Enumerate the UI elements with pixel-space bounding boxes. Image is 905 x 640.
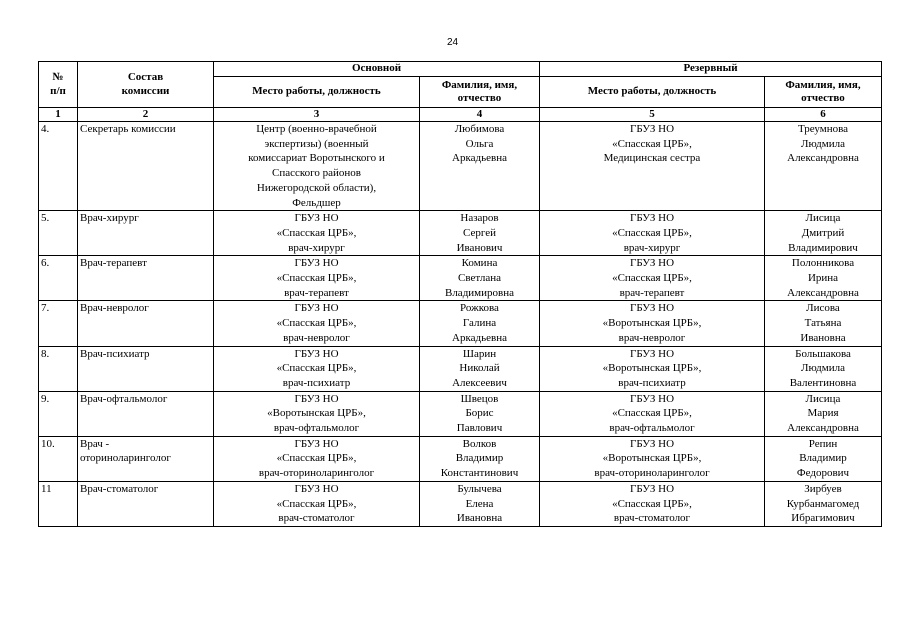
reserve-fullname <box>765 346 882 391</box>
header-main-fullname-line2: отчество <box>457 92 502 104</box>
main-fullname <box>420 301 540 346</box>
header-reserve-fullname <box>765 77 882 108</box>
main-fullname-line: Аркадьевна <box>452 331 507 344</box>
reserve-workplace <box>540 346 765 391</box>
reserve-fullname-line: Лисова <box>806 302 840 315</box>
reserve-workplace-line: врач-оториноларинголог <box>594 467 710 480</box>
reserve-workplace <box>540 481 765 526</box>
commission-role-line: Врач-терапевт <box>80 257 147 270</box>
main-workplace-line: Нижегородской области), <box>256 181 377 194</box>
main-fullname-line: Галина <box>462 317 497 330</box>
main-fullname-line: Елена <box>465 497 494 510</box>
commission-role <box>78 436 214 481</box>
page-number: 24 <box>446 37 459 48</box>
reserve-fullname-line: Людмила <box>801 137 845 150</box>
row-number: 10. <box>39 436 78 481</box>
main-workplace-line: «Спасская ЦРБ», <box>276 226 357 239</box>
main-workplace-line: врач-оториноларинголог <box>258 467 375 480</box>
main-workplace-line: врач-невролог <box>283 331 350 344</box>
reserve-workplace-line: ГБУЗ НО <box>629 437 675 450</box>
header-composition <box>78 62 214 108</box>
reserve-workplace-line: «Воротынская ЦРБ», <box>602 362 702 375</box>
commission-role-line: оториноларинголог <box>80 452 171 465</box>
reserve-fullname-line: Ивановна <box>800 331 846 344</box>
row-number: 5. <box>39 211 78 256</box>
header-number <box>39 62 78 108</box>
reserve-workplace-line: ГБУЗ НО <box>629 123 675 135</box>
reserve-fullname-line: Полонникова <box>791 257 855 270</box>
commission-role <box>78 122 214 211</box>
main-workplace <box>214 481 420 526</box>
reserve-fullname <box>765 256 882 301</box>
reserve-fullname-line: Репин <box>808 437 838 450</box>
header-main-fullname <box>420 77 540 108</box>
column-number: 3 <box>214 108 420 122</box>
commission-role-line: Врач-психиатр <box>80 347 150 360</box>
commission-role <box>78 481 214 526</box>
main-fullname-line: Светлана <box>457 272 502 285</box>
header-reserve-workplace: Место работы, должность <box>540 77 765 108</box>
main-workplace <box>214 391 420 436</box>
main-workplace <box>214 346 420 391</box>
header-main-workplace: Место работы, должность <box>214 77 420 108</box>
reserve-workplace <box>540 256 765 301</box>
main-workplace-line: ГБУЗ НО <box>294 212 339 225</box>
main-workplace-line: экспертизы) (военный <box>264 137 369 150</box>
table-row <box>39 346 882 391</box>
table-row <box>39 211 882 256</box>
reserve-workplace-line: «Спасская ЦРБ», <box>612 226 692 239</box>
table-row <box>39 391 882 436</box>
reserve-fullname-line: Лисица <box>805 392 841 405</box>
reserve-fullname-line: Валентиновна <box>789 376 857 389</box>
main-fullname-line: Аркадьевна <box>452 152 507 165</box>
reserve-workplace-line: врач-офтальмолог <box>609 422 695 435</box>
header-composition-line1: Состав <box>127 71 164 83</box>
reserve-workplace-line: ГБУЗ НО <box>629 212 675 225</box>
table-row <box>39 122 882 211</box>
row-number: 7. <box>39 301 78 346</box>
reserve-fullname <box>765 301 882 346</box>
main-fullname-line: Иванович <box>456 241 503 254</box>
header-composition-line2: комиссии <box>121 84 170 97</box>
reserve-fullname <box>765 122 882 211</box>
table-row <box>39 256 882 301</box>
main-fullname-line: Николай <box>459 362 500 375</box>
main-fullname-line: Владимировна <box>444 286 514 299</box>
commission-role-line: Секретарь комиссии <box>80 123 176 135</box>
reserve-workplace-line: «Воротынская ЦРБ», <box>602 452 702 465</box>
header-reserve-fullname-line1: Фамилия, имя, <box>785 78 861 91</box>
reserve-workplace-line: ГБУЗ НО <box>629 257 675 270</box>
reserve-fullname-line: Зирбуев <box>804 482 842 495</box>
reserve-fullname-line: Ирина <box>807 272 839 285</box>
column-number: 1 <box>39 108 78 122</box>
reserve-workplace-line: «Спасская ЦРБ», <box>612 272 692 285</box>
reserve-workplace-line: ГБУЗ НО <box>629 347 675 360</box>
reserve-fullname-line: Федорович <box>796 467 850 480</box>
reserve-workplace-line: врач-стоматолог <box>613 512 691 525</box>
main-fullname <box>420 391 540 436</box>
main-fullname-line: Булычева <box>457 482 502 495</box>
main-fullname-line: Волков <box>462 437 497 450</box>
main-workplace-line: ГБУЗ НО <box>294 347 339 360</box>
main-fullname-line: Ивановна <box>456 512 503 525</box>
reserve-fullname <box>765 391 882 436</box>
header-number-line2: п/п <box>50 84 66 97</box>
reserve-workplace <box>540 436 765 481</box>
main-fullname-line: Швецов <box>460 392 499 405</box>
main-workplace-line: Фельдшер <box>292 196 341 209</box>
reserve-fullname-line: Лисица <box>805 212 841 225</box>
main-workplace-line: «Спасская ЦРБ», <box>276 317 357 330</box>
main-workplace <box>214 122 420 211</box>
reserve-workplace-line: «Воротынская ЦРБ», <box>602 317 702 330</box>
main-fullname-line: Алексеевич <box>452 376 507 389</box>
reserve-workplace <box>540 211 765 256</box>
reserve-fullname-line: Татьяна <box>804 317 842 330</box>
header-reserve-fullname-line2: отчество <box>801 92 845 104</box>
reserve-workplace-line: «Спасская ЦРБ», <box>612 497 692 510</box>
main-workplace <box>214 436 420 481</box>
main-workplace-line: врач-стоматолог <box>278 512 355 525</box>
main-fullname <box>420 436 540 481</box>
commission-role-line: Врач-хирург <box>80 212 139 225</box>
reserve-fullname <box>765 436 882 481</box>
commission-role <box>78 391 214 436</box>
main-fullname-line: Комина <box>461 257 498 270</box>
main-workplace-line: врач-офтальмолог <box>273 422 360 435</box>
reserve-workplace <box>540 301 765 346</box>
main-fullname-line: Ольга <box>465 137 494 150</box>
table-row <box>39 436 882 481</box>
commission-role-line: Врач-стоматолог <box>80 482 159 495</box>
main-workplace-line: ГБУЗ НО <box>294 437 339 450</box>
main-workplace-line: врач-хирург <box>288 241 345 254</box>
reserve-workplace-line: Медицинская сестра <box>603 152 701 165</box>
column-number: 2 <box>78 108 214 122</box>
table-row <box>39 301 882 346</box>
header-main-fullname-line1: Фамилия, имя, <box>441 78 518 91</box>
commission-role <box>78 301 214 346</box>
reserve-workplace-line: «Спасская ЦРБ», <box>612 407 692 420</box>
commission-role <box>78 346 214 391</box>
header-number-line1: № <box>52 71 64 83</box>
reserve-workplace-line: врач-терапевт <box>619 286 685 299</box>
main-workplace-line: «Воротынская ЦРБ», <box>267 407 366 420</box>
commission-role <box>78 256 214 301</box>
main-workplace-line: Спасского районов <box>272 167 361 180</box>
reserve-workplace-line: врач-психиатр <box>618 376 686 389</box>
main-fullname-line: Любимова <box>454 123 505 135</box>
main-workplace-line: «Спасская ЦРБ», <box>276 497 357 510</box>
reserve-workplace-line: ГБУЗ НО <box>629 302 675 315</box>
reserve-workplace-line: «Спасская ЦРБ», <box>612 137 692 150</box>
column-numbers-row <box>39 108 882 122</box>
reserve-fullname-line: Людмила <box>801 362 845 375</box>
main-fullname-line: Сергей <box>463 226 496 239</box>
table-body <box>39 122 882 527</box>
main-workplace-line: комиссариат Воротынского и <box>248 152 385 165</box>
reserve-fullname-line: Треумнова <box>797 123 849 135</box>
reserve-workplace-line: ГБУЗ НО <box>629 482 675 495</box>
main-workplace-line: ГБУЗ НО <box>294 392 339 405</box>
table-row <box>39 481 882 526</box>
main-fullname-line: Рожкова <box>460 302 499 315</box>
commission-role-line: Врач - <box>80 437 110 450</box>
reserve-fullname <box>765 211 882 256</box>
reserve-fullname-line: Дмитрий <box>801 226 845 239</box>
main-fullname-line: Константинович <box>440 467 519 480</box>
main-fullname-line: Борис <box>465 407 494 420</box>
reserve-fullname-line: Владимирович <box>788 241 858 254</box>
commission-role-line: Врач-невролог <box>80 302 149 315</box>
header-main: Основной <box>214 62 540 77</box>
main-fullname-line: Павлович <box>456 422 503 435</box>
reserve-fullname <box>765 481 882 526</box>
main-workplace <box>214 301 420 346</box>
main-fullname <box>420 211 540 256</box>
reserve-fullname-line: Ибрагимович <box>791 512 855 525</box>
main-workplace-line: ГБУЗ НО <box>294 482 339 495</box>
row-number: 4. <box>39 122 78 211</box>
main-fullname-line: Назаров <box>460 212 499 225</box>
main-fullname <box>420 481 540 526</box>
main-workplace-line: ГБУЗ НО <box>294 257 339 270</box>
row-number: 6. <box>39 256 78 301</box>
main-fullname-line: Владимир <box>455 452 504 465</box>
reserve-workplace-line: врач-невролог <box>618 331 686 344</box>
reserve-fullname-line: Александровна <box>787 286 859 299</box>
column-number: 6 <box>765 108 882 122</box>
reserve-fullname-line: Александровна <box>787 152 859 165</box>
reserve-workplace-line: ГБУЗ НО <box>629 392 675 405</box>
commission-role <box>78 211 214 256</box>
row-number: 9. <box>39 391 78 436</box>
reserve-fullname-line: Большакова <box>795 347 851 360</box>
main-workplace <box>214 256 420 301</box>
main-fullname-line: Шарин <box>462 347 497 360</box>
row-number: 8. <box>39 346 78 391</box>
main-fullname <box>420 122 540 211</box>
commission-table <box>38 61 882 527</box>
header-reserve: Резервный <box>540 62 882 77</box>
commission-role-line: Врач-офтальмолог <box>80 392 168 405</box>
main-fullname <box>420 346 540 391</box>
column-number: 4 <box>420 108 540 122</box>
main-fullname <box>420 256 540 301</box>
reserve-workplace-line: врач-хирург <box>623 241 681 254</box>
main-workplace-line: врач-терапевт <box>284 286 349 299</box>
header-row-top <box>39 62 882 77</box>
main-workplace-line: «Спасская ЦРБ», <box>276 272 357 285</box>
reserve-workplace <box>540 122 765 211</box>
column-number: 5 <box>540 108 765 122</box>
reserve-fullname-line: Владимир <box>799 452 847 465</box>
main-workplace-line: «Спасская ЦРБ», <box>276 452 357 465</box>
main-workplace-line: врач-психиатр <box>282 376 351 389</box>
reserve-fullname-line: Александровна <box>787 422 859 435</box>
reserve-fullname-line: Курбанмагомед <box>786 497 860 510</box>
reserve-workplace <box>540 391 765 436</box>
main-workplace-line: Центр (военно-врачебной <box>256 123 377 135</box>
main-workplace-line: ГБУЗ НО <box>294 302 339 315</box>
reserve-fullname-line: Мария <box>807 407 839 420</box>
row-number: 11 <box>39 481 78 526</box>
main-workplace <box>214 211 420 256</box>
main-workplace-line: «Спасская ЦРБ», <box>276 362 357 375</box>
